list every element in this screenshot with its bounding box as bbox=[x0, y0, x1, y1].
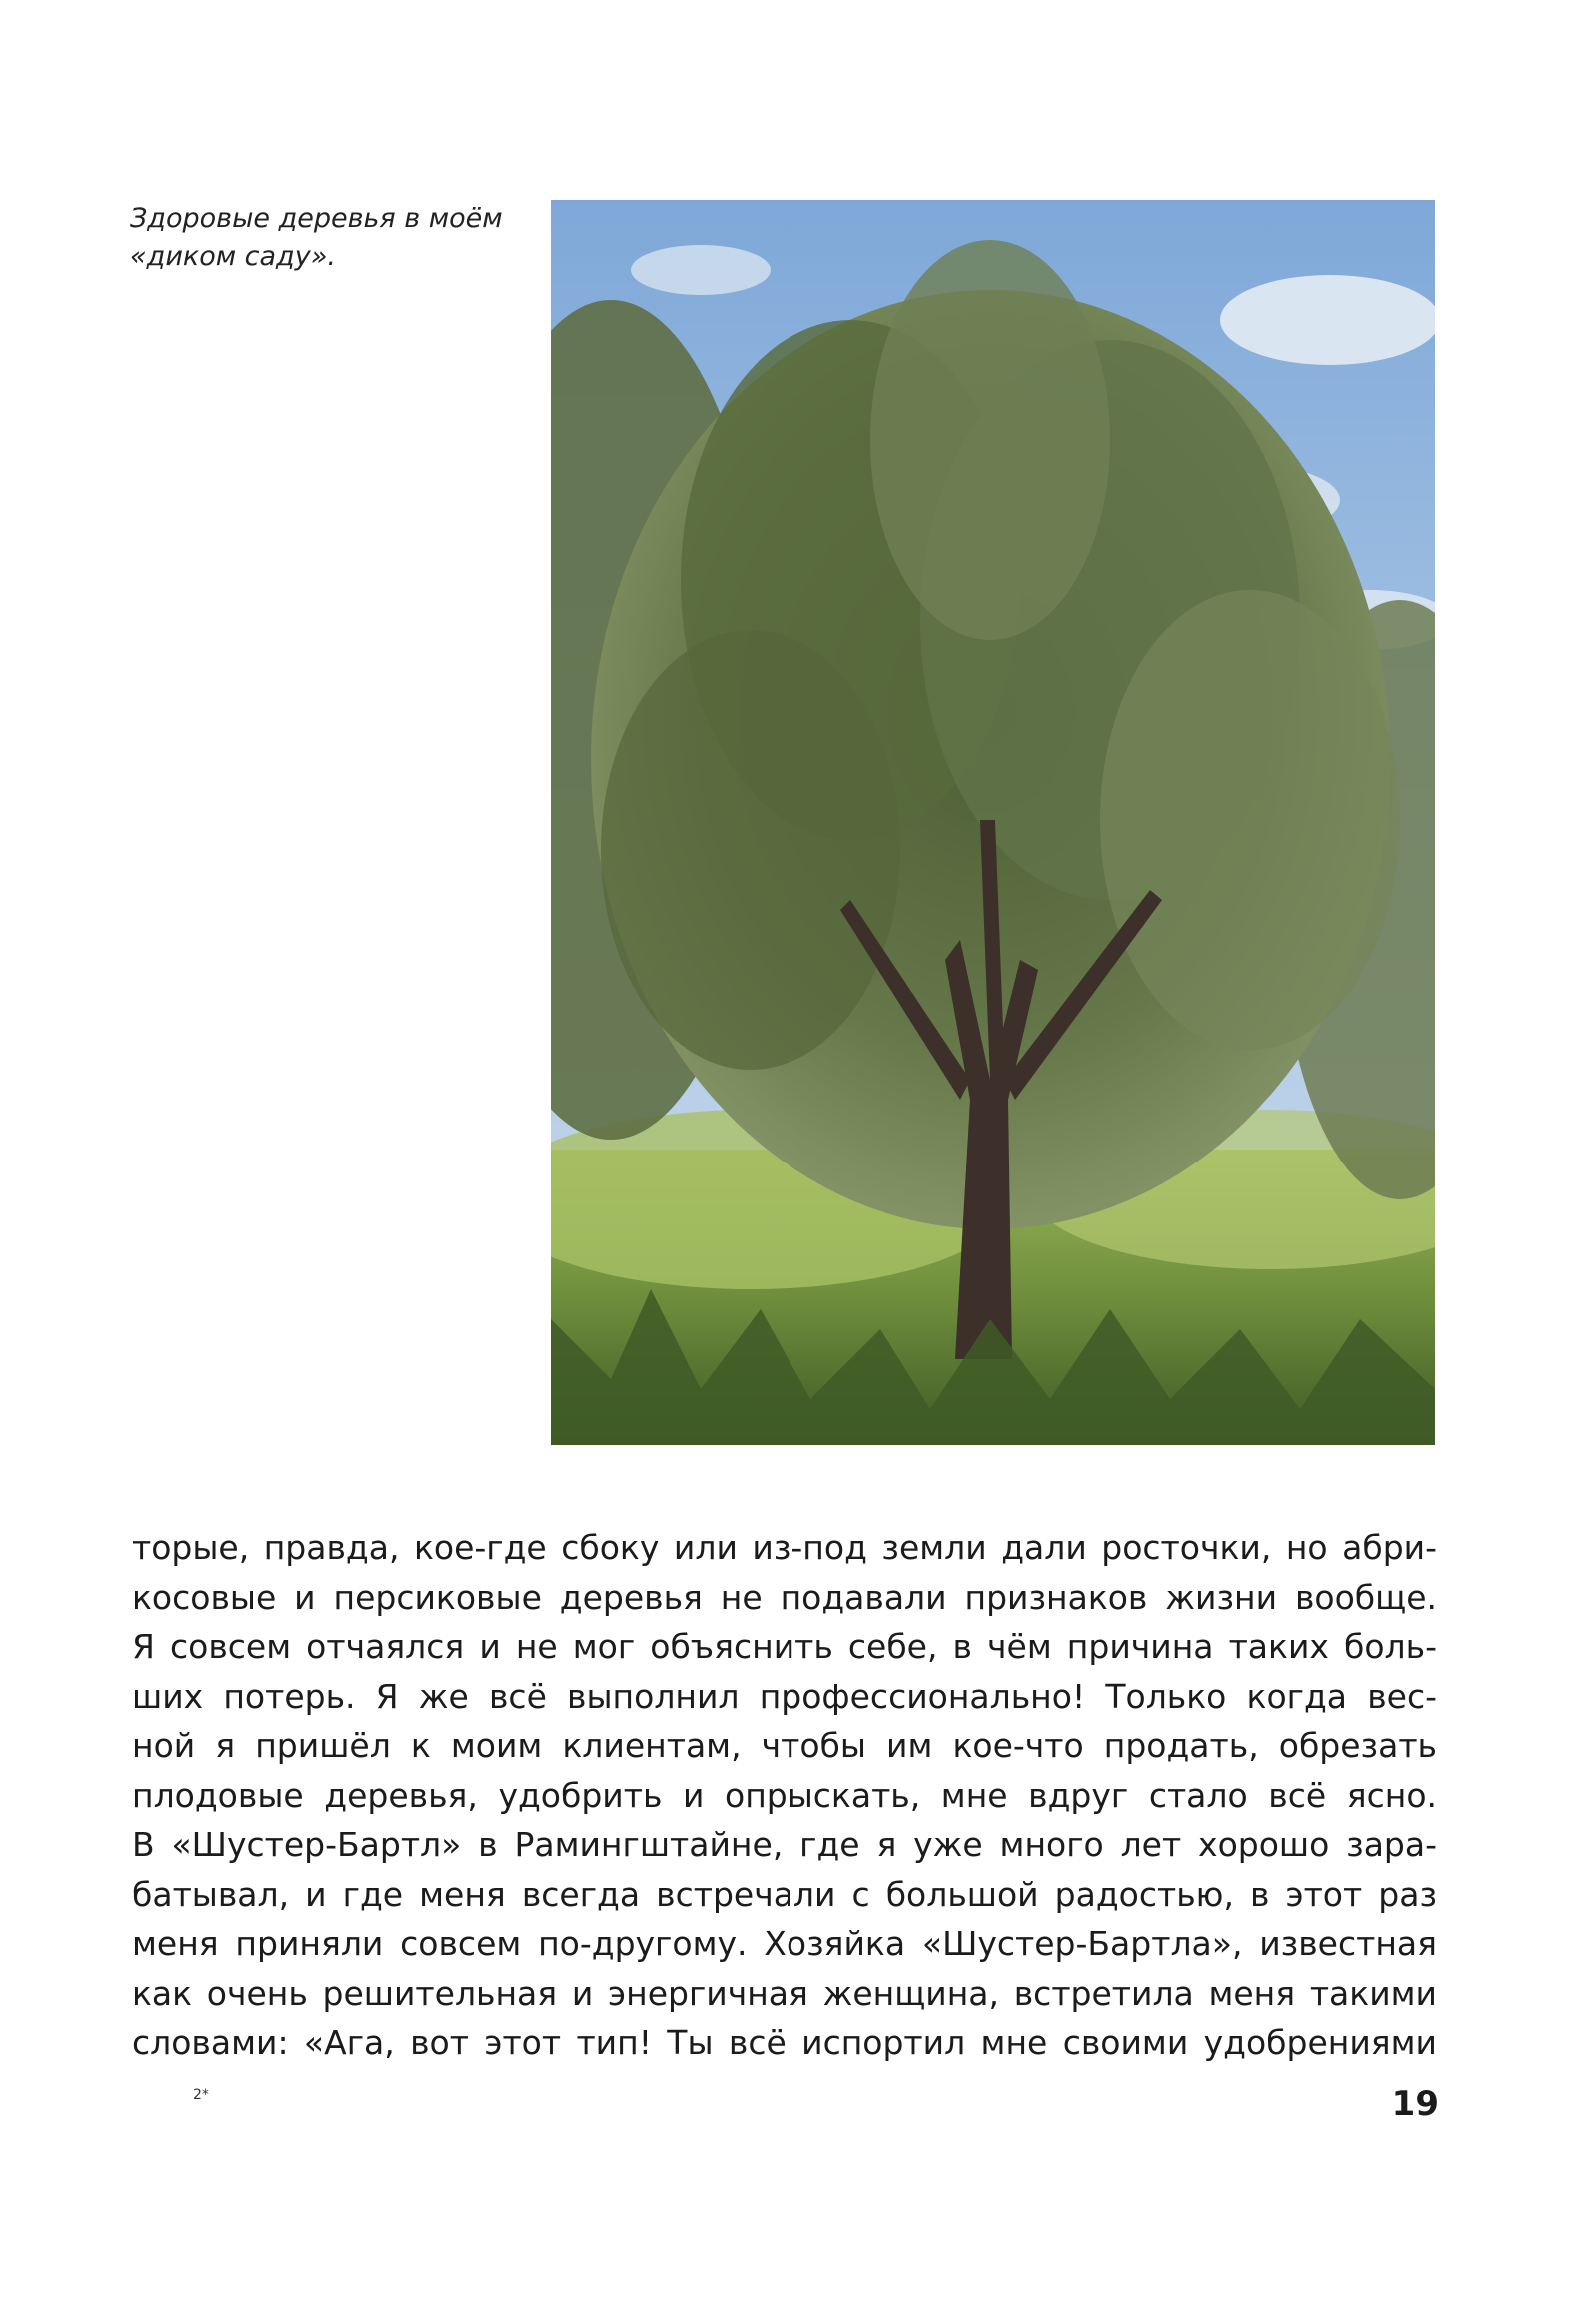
signature-marker: 2* bbox=[193, 2087, 209, 2103]
text-line: словами: «Ага, вот этот тип! Ты всё испортил мне своими удобрениями bbox=[132, 2023, 1437, 2062]
text-line: как очень решительная и энергичная женщина, встретила меня такими bbox=[132, 1973, 1437, 2013]
page-number: 19 bbox=[1391, 2084, 1439, 2124]
text-line: косовые и персиковые деревья не подавали признаков жизни вообще. bbox=[132, 1577, 1437, 1617]
text-line: ших потерь. Я же всё выполнил профессионально! Только когда вес- bbox=[132, 1676, 1437, 1716]
tree-illustration bbox=[551, 200, 1435, 1445]
text-line: батывал, и где меня всегда встречали с большой радостью, в этот раз bbox=[132, 1874, 1437, 1914]
photo-caption bbox=[130, 200, 530, 276]
text-line: плодовые деревья, удобрить и опрыскать, мне вдруг стало всё ясно. bbox=[132, 1775, 1437, 1815]
caption-line: «диком саду». bbox=[130, 241, 336, 272]
text-line: Я совсем отчаялся и не мог объяснить себе, в чём причина таких боль- bbox=[132, 1627, 1437, 1666]
text-line: меня приняли совсем по-другому. Хозяйка «Шустер-Бартла», известная bbox=[132, 1924, 1437, 1963]
text-line: ной я пришёл к моим клиентам, чтобы им кое-что продать, обрезать bbox=[132, 1726, 1437, 1765]
body-text bbox=[132, 1523, 1437, 2068]
caption-line: Здоровые деревья в моём bbox=[130, 203, 503, 234]
tree-photo bbox=[551, 200, 1435, 1445]
text-line: торые, правда, кое-где сбоку или из-под земли дали росточки, но абри- bbox=[132, 1528, 1437, 1567]
text-line: В «Шустер-Бартл» в Рамингштайне, где я уже много лет хорошо зара- bbox=[132, 1825, 1437, 1864]
